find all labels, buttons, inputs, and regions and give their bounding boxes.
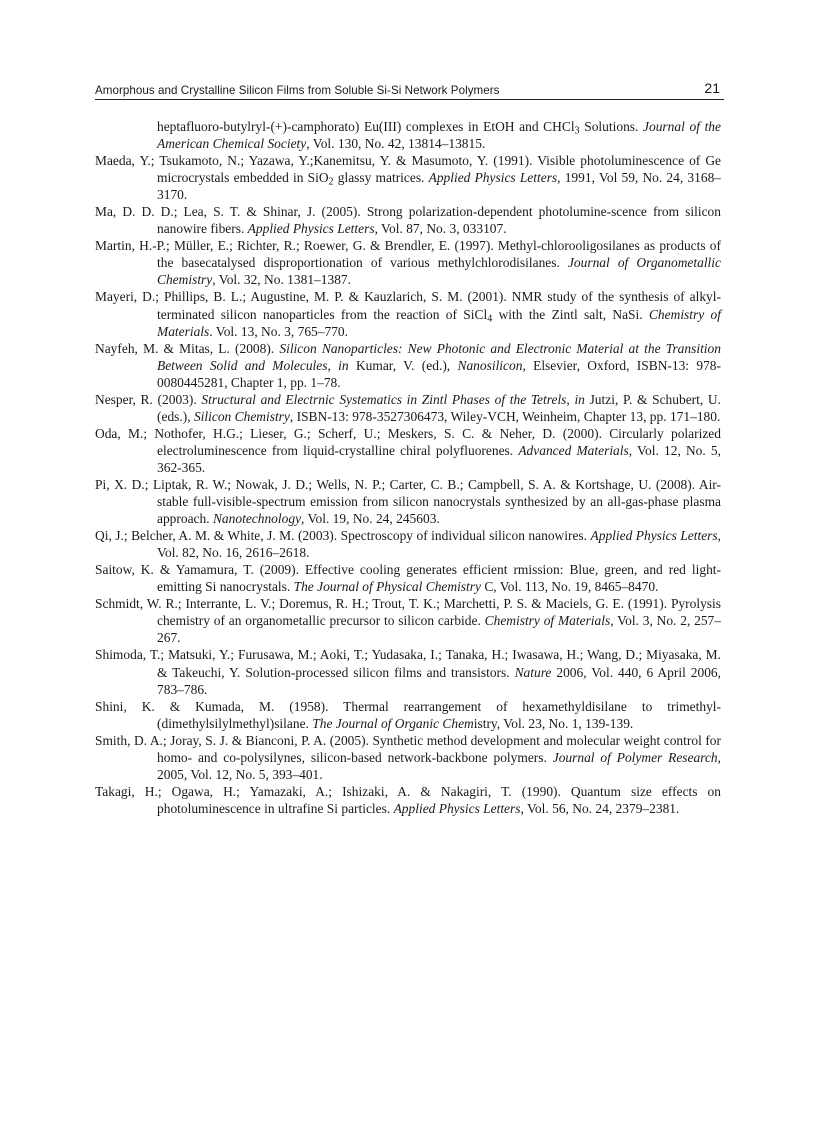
reference-italic-text: Journal of Organometallic Chemistry — [157, 255, 721, 288]
reference-italic-text: Nanotechnology — [212, 511, 302, 527]
reference-italic-text: The Journal of Physical Chemistry — [293, 579, 481, 595]
reference-text: Smith, D. A.; Joray, S. J. & Bianconi, P. A. (2005). Synthetic method development and molecular weight control for homo- and co-polysilynes, silicon-based network-backbone polymers. — [95, 732, 721, 765]
reference-italic-text: Chemistry of Materials — [157, 306, 721, 339]
reference-italic-text: Journal of Polymer Research — [552, 749, 718, 765]
reference-text: Nayfeh, M. & Mitas, L. (2008). — [95, 340, 280, 356]
reference-entry — [95, 783, 721, 817]
reference-text: , Vol. 12, No. 5, 362-365. — [157, 442, 722, 475]
running-header — [95, 79, 724, 100]
reference-text: Qi, J.; Belcher, A. M. & White, J. M. (2003). Spectroscopy of individual silicon nanowires. — [95, 528, 591, 544]
reference-text: , ISBN-13: 978-3527306473, Wiley-VCH, Weinheim, Chapter 13, pp. 171–180. — [289, 408, 721, 424]
reference-entry — [95, 595, 721, 646]
reference-text: , 2005, Vol. 12, No. 5, 393–401. — [157, 749, 721, 782]
reference-text: . Vol. 13, No. 3, 765–770. — [209, 323, 349, 339]
reference-entry — [95, 340, 721, 391]
reference-italic-text: Applied Physics Letters — [428, 170, 558, 186]
reference-subscript: 2 — [328, 176, 334, 188]
reference-italic-text: Nature — [514, 664, 552, 680]
reference-italic-text: Journal of the American Chemical Society — [157, 119, 721, 152]
reference-text: Martin, H.-P.; Müller, E.; Richter, R.; Roewer, G. & Brendler, E. (1997). Methyl-chlorooligosilanes as products of the basecatalysed disproportionation of various methylchlorodisilanes. — [95, 238, 721, 271]
reference-text: , Vol. 82, No. 16, 2616–2618. — [157, 528, 722, 561]
reference-italic-text: The Journal of Organic Chem — [312, 715, 474, 731]
reference-text: , 1991, Vol 59, No. 24, 3168–3170. — [157, 170, 722, 203]
reference-italic-text: Nanosilicon — [457, 357, 523, 373]
reference-italic-text: in — [574, 391, 585, 407]
reference-text: Ma, D. D. D.; Lea, S. T. & Shinar, J. (2005). Strong polarization-dependent photolumine-scence from silicon nanowire fibers. — [95, 204, 721, 237]
reference-italic-text: in — [338, 357, 349, 373]
reference-entry — [95, 425, 721, 476]
reference-entry — [95, 732, 721, 783]
reference-text: Takagi, H.; Ogawa, H.; Yamazaki, A.; Ishizaki, A. & Nakagiri, T. (1990). Quantum size effects on photoluminescence in ultrafine Si particles. — [95, 783, 721, 816]
reference-text: with the Zintl salt, NaSi. — [492, 306, 649, 322]
running-title: Amorphous and Crystalline Silicon Films from Soluble Si-Si Network Polymers — [95, 84, 500, 97]
reference-text: 2006, Vol. 440, 6 April 2006, 783–786. — [157, 664, 721, 697]
reference-text: glassy matrices. — [333, 170, 429, 186]
reference-entry — [95, 527, 721, 561]
reference-entry — [95, 391, 721, 425]
reference-entry — [95, 698, 721, 732]
reference-text: Kumar, V. (ed.), — [348, 357, 458, 373]
reference-italic-text: Applied Physics Letters — [247, 221, 375, 237]
reference-subscript: 3 — [574, 125, 580, 137]
reference-text: istry, Vol. 23, No. 1, 139-139. — [473, 715, 634, 731]
reference-italic-text: Applied Physics Letters — [393, 800, 521, 816]
reference-text: Pi, X. D.; Liptak, R. W.; Nowak, J. D.; Wells, N. P.; Carter, C. B.; Campbell, S. A. & Kortshage, U. (2008). Air-stable full-visible-spectrum emission from silicon nanocrystals synthesized by an all-gas-phase plasma approach. — [95, 476, 721, 527]
reference-subscript: 4 — [487, 313, 493, 325]
reference-text: , — [566, 391, 575, 407]
reference-italic-text: Silicon Chemistry — [193, 408, 290, 424]
reference-text: , Vol. 130, No. 42, 13814–13815. — [306, 136, 486, 152]
reference-text: Schmidt, W. R.; Interrante, L. V.; Doremus, R. H.; Trout, T. K.; Marchetti, P. S. & Maciels, G. E. (1991). Pyrolysis chemistry of an organometallic precursor to silicon carbide. — [95, 596, 721, 629]
reference-text: , Vol. 87, No. 3, 033107. — [374, 221, 507, 237]
reference-entry — [95, 646, 721, 697]
reference-italic-text: Structural and Electrnic Systematics in Zintl Phases of the Tetrels — [201, 391, 567, 407]
reference-text: Saitow, K. & Yamamura, T. (2009). Effective cooling generates efficient rmission: Blue, green, and red light-emitting Si nanocrystals. — [95, 562, 721, 595]
page-number: 21 — [704, 80, 720, 96]
reference-entry-continuation — [95, 118, 721, 152]
reference-text: , — [327, 357, 339, 373]
reference-entry — [95, 288, 721, 339]
reference-entry — [95, 203, 721, 237]
reference-entry — [95, 152, 721, 203]
reference-text: C, Vol. 113, No. 19, 8465–8470. — [480, 579, 659, 595]
reference-entry — [95, 237, 721, 288]
reference-text: , Vol. 56, No. 24, 2379–2381. — [520, 800, 680, 816]
reference-entry — [95, 476, 721, 527]
reference-text: Nesper, R. (2003). — [95, 391, 202, 407]
reference-text: Maeda, Y.; Tsukamoto, N.; Yazawa, Y.;Kanemitsu, Y. & Masumoto, Y. (1991). Visible photoluminescence of Ge microcrystals embedded in SiO — [95, 153, 721, 186]
reference-text: Shimoda, T.; Matsuki, Y.; Furusawa, M.; Aoki, T.; Yudasaka, I.; Tanaka, H.; Iwasawa, H.; Wang, D.; Miyasaka, M. & Takeuchi, Y. Solution-processed silicon films and transistors. — [95, 647, 721, 680]
reference-text: Shini, K. & Kumada, M. (1958). Thermal rearrangement of hexamethyldisilane to trimethyl-(dimethylsilylmethyl)silane. — [95, 698, 721, 731]
reference-list — [95, 118, 721, 817]
reference-italic-text: Applied Physics Letters — [590, 528, 718, 544]
reference-text: , Elsevier, Oxford, ISBN-13: 978-0080445281, Chapter 1, pp. 1–78. — [157, 357, 721, 390]
reference-text: , Vol. 3, No. 2, 257–267. — [157, 613, 721, 646]
reference-italic-text: Chemistry of Materials — [484, 613, 611, 629]
reference-text: Mayeri, D.; Phillips, B. L.; Augustine, M. P. & Kauzlarich, S. M. (2001). NMR study of the synthesis of alkyl-terminated silicon nanoparticles from the reaction of SiCl — [95, 289, 721, 322]
reference-italic-text: Advanced Materials — [518, 442, 629, 458]
reference-entry — [95, 561, 721, 595]
reference-text: Oda, M.; Nothofer, H.G.; Lieser, G.; Scherf, U.; Meskers, S. C. & Neher, D. (2000). Circularly polarized electroluminescence from liquid-crystalline chiral polyfluorenes. — [95, 425, 721, 458]
reference-text: Jutzi, P. & Schubert, U. (eds.), — [157, 391, 721, 424]
reference-text: Solutions. — [579, 119, 644, 134]
reference-text: , Vol. 32, No. 1381–1387. — [212, 272, 351, 288]
reference-text: , Vol. 19, No. 24, 245603. — [301, 511, 440, 527]
reference-italic-text: Silicon Nanoparticles: New Photonic and Electronic Material at the Transition Between Solid and Molecules — [157, 340, 721, 373]
reference-text: heptafluoro-butylryl-(+)-camphorato) Eu(III) complexes in EtOH and CHCl — [157, 119, 575, 134]
